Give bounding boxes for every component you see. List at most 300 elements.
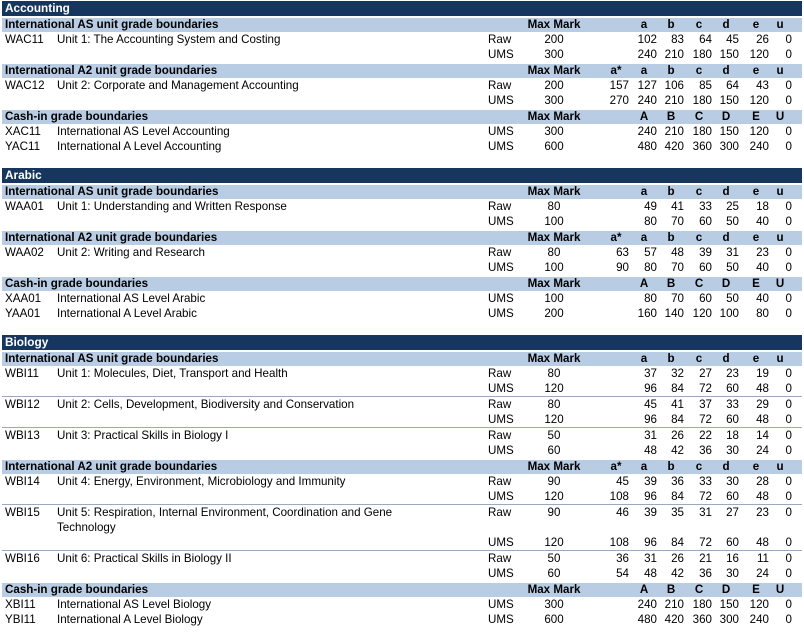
boundary: 0 (785, 140, 792, 153)
grade-heading: d (722, 231, 730, 244)
unit-code: WBI14 (5, 475, 40, 488)
boundary: 32 (671, 367, 684, 380)
boundary: 80 (644, 215, 657, 228)
max-mark-heading: Max Mark (527, 352, 581, 365)
boundary: 360 (692, 140, 712, 153)
unit-ums-row (2, 381, 802, 396)
unit-raw-row (2, 32, 802, 47)
grade-heading: U (775, 277, 785, 290)
grade-heading: U (775, 110, 785, 123)
boundary: 64 (699, 33, 712, 46)
grade-heading: u (776, 185, 784, 198)
boundary: 108 (609, 490, 629, 503)
boundary: 50 (726, 215, 739, 228)
unit-code: WBI16 (5, 552, 40, 565)
grade-heading: d (722, 352, 730, 365)
grade-heading: b (667, 18, 675, 31)
boundary: 180 (692, 48, 712, 61)
boundary: 48 (671, 246, 684, 259)
a2-header-row (2, 458, 802, 474)
grade-heading: e (752, 231, 760, 244)
unit-ums-row (2, 566, 802, 581)
unit-raw-row (2, 245, 802, 260)
boundary: 31 (699, 506, 712, 519)
grade-heading: e (752, 460, 760, 473)
boundary: 0 (785, 33, 792, 46)
boundary: 50 (726, 292, 739, 305)
grade-heading: E (752, 110, 760, 123)
cash-in-header-row (2, 581, 802, 597)
boundary: 37 (644, 367, 657, 380)
grade-heading: a (640, 18, 648, 31)
boundary: 96 (644, 490, 657, 503)
qualification-title: International AS Level Biology (57, 598, 212, 611)
boundary: 80 (756, 307, 769, 320)
unit-code: WAA02 (5, 246, 44, 259)
boundary: 40 (756, 261, 769, 274)
boundary: 33 (726, 398, 739, 411)
boundary: 85 (699, 79, 712, 92)
boundary: 0 (785, 613, 792, 626)
subject-section-accounting (2, 1, 802, 154)
qualification-code: YAC11 (5, 140, 41, 153)
boundary: 210 (664, 94, 684, 107)
mark-type: UMS (488, 413, 514, 426)
grade-heading: D (721, 583, 731, 596)
boundary: 19 (756, 367, 769, 380)
boundary: 157 (609, 79, 629, 92)
max-mark: 80 (547, 246, 561, 259)
max-mark: 300 (544, 598, 564, 611)
unit-title: Unit 2: Cells, Development, Biodiversity and Conservation (57, 398, 355, 411)
unit-code: WAC12 (5, 79, 45, 92)
max-mark: 120 (544, 382, 564, 395)
grade-heading: a* (610, 460, 622, 473)
grade-heading: E (752, 277, 760, 290)
as-header-row (2, 350, 802, 366)
grade-heading: b (667, 185, 675, 198)
max-mark: 600 (544, 613, 564, 626)
boundary: 40 (756, 292, 769, 305)
unit-title: Unit 6: Practical Skills in Biology II (57, 552, 232, 565)
boundary: 480 (637, 140, 657, 153)
boundary: 48 (756, 536, 769, 549)
a2-header-row (2, 229, 802, 245)
boundary: 140 (664, 307, 684, 320)
grade-heading: d (722, 460, 730, 473)
mark-type: UMS (488, 48, 514, 61)
boundary: 270 (609, 94, 629, 107)
max-mark: 80 (547, 398, 561, 411)
unit-title: Unit 4: Energy, Environment, Microbiology and Immunity (57, 475, 346, 488)
unit-ums-row (2, 93, 802, 108)
boundary: 23 (756, 246, 769, 259)
boundary: 35 (671, 506, 684, 519)
grade-heading: e (752, 64, 760, 77)
subject-heading: Arabic (2, 168, 802, 183)
grade-heading: e (752, 185, 760, 198)
boundary: 120 (749, 48, 769, 61)
unit-title: Unit 3: Practical Skills in Biology I (57, 429, 229, 442)
max-mark-heading: Max Mark (527, 18, 581, 31)
grade-heading: D (721, 277, 731, 290)
cash-in-row (2, 124, 802, 139)
boundary: 96 (644, 413, 657, 426)
unit-raw-row (2, 427, 802, 443)
boundary: 25 (726, 200, 739, 213)
boundary: 240 (637, 48, 657, 61)
mark-type: Raw (488, 429, 512, 442)
boundary: 150 (719, 94, 739, 107)
grade-heading: U (775, 583, 785, 596)
mark-type: UMS (488, 125, 514, 138)
boundary: 27 (726, 506, 739, 519)
boundary: 0 (785, 367, 792, 380)
boundary: 60 (699, 292, 712, 305)
qualification-title: International A Level Biology (57, 613, 203, 626)
boundary: 18 (756, 200, 769, 213)
boundary: 0 (785, 261, 792, 274)
boundary: 180 (692, 598, 712, 611)
as-header-row (2, 16, 802, 32)
grade-heading: c (695, 185, 703, 198)
grade-heading: A (639, 277, 649, 290)
mark-type: UMS (488, 490, 514, 503)
boundary: 0 (785, 413, 792, 426)
section-label: International A2 unit grade boundaries (5, 231, 218, 244)
section-label: International A2 unit grade boundaries (5, 64, 218, 77)
boundary: 60 (726, 382, 739, 395)
unit-raw-row (2, 78, 802, 93)
boundary: 26 (671, 552, 684, 565)
max-mark: 120 (544, 490, 564, 503)
boundary: 27 (699, 367, 712, 380)
unit-code: WBI13 (5, 429, 40, 442)
boundary: 127 (637, 79, 657, 92)
boundary: 0 (785, 125, 792, 138)
boundary: 0 (785, 552, 792, 565)
qualification-code: YAA01 (5, 307, 41, 320)
qualification-code: XAA01 (5, 292, 42, 305)
boundary: 26 (756, 33, 769, 46)
boundary: 23 (726, 367, 739, 380)
boundary: 72 (699, 490, 712, 503)
grade-heading: a (640, 185, 648, 198)
boundary: 26 (671, 429, 684, 442)
boundary: 0 (785, 567, 792, 580)
boundary: 72 (699, 536, 712, 549)
cash-in-header-row (2, 275, 802, 291)
boundary: 70 (671, 261, 684, 274)
boundary: 48 (644, 567, 657, 580)
boundary: 120 (692, 307, 712, 320)
section-label: International AS unit grade boundaries (5, 18, 219, 31)
boundary: 60 (726, 413, 739, 426)
a2-header-row (2, 62, 802, 78)
max-mark-heading: Max Mark (527, 460, 581, 473)
unit-ums-row (2, 47, 802, 62)
subject-heading: Biology (2, 335, 802, 350)
qualification-title: International AS Level Arabic (57, 292, 206, 305)
grade-heading: a (640, 231, 648, 244)
boundary: 480 (637, 613, 657, 626)
max-mark: 50 (547, 429, 561, 442)
mark-type: UMS (488, 307, 514, 320)
boundary: 150 (719, 125, 739, 138)
unit-title: Unit 1: Molecules, Diet, Transport and Health (57, 367, 288, 380)
qualification-code: XBI11 (5, 598, 36, 611)
boundary: 63 (616, 246, 629, 259)
boundary: 41 (671, 200, 684, 213)
grade-heading: C (694, 110, 704, 123)
boundary: 84 (671, 413, 684, 426)
max-mark: 100 (544, 292, 564, 305)
boundary: 0 (785, 48, 792, 61)
grade-heading: c (695, 460, 703, 473)
grade-heading: c (695, 231, 703, 244)
boundary: 60 (726, 536, 739, 549)
unit-code: WBI12 (5, 398, 40, 411)
boundary: 120 (749, 94, 769, 107)
mark-type: UMS (488, 215, 514, 228)
grade-heading: b (667, 64, 675, 77)
mark-type: UMS (488, 292, 514, 305)
mark-type: Raw (488, 367, 512, 380)
boundary: 84 (671, 536, 684, 549)
boundary: 84 (671, 382, 684, 395)
subject-section-arabic (2, 168, 802, 321)
max-mark: 600 (544, 140, 564, 153)
boundary: 0 (785, 444, 792, 457)
boundary: 37 (699, 398, 712, 411)
unit-raw-row (2, 199, 802, 214)
grade-heading: u (776, 64, 784, 77)
max-mark: 200 (544, 79, 564, 92)
grade-heading: u (776, 352, 784, 365)
grade-heading: b (667, 460, 675, 473)
boundary: 0 (785, 94, 792, 107)
max-mark: 300 (544, 125, 564, 138)
grade-heading: B (666, 583, 676, 596)
unit-ums-row (2, 489, 802, 504)
grade-heading: a (640, 460, 648, 473)
boundary: 39 (644, 506, 657, 519)
max-mark: 80 (547, 367, 561, 380)
boundary: 0 (785, 536, 792, 549)
boundary: 0 (785, 475, 792, 488)
boundary: 300 (719, 613, 739, 626)
unit-title: Unit 2: Writing and Research (57, 246, 205, 259)
unit-code: WBI15 (5, 506, 40, 519)
cash-in-row (2, 139, 802, 154)
boundary: 36 (699, 567, 712, 580)
unit-raw-row (2, 396, 802, 412)
section-label: International AS unit grade boundaries (5, 185, 219, 198)
boundary: 120 (749, 125, 769, 138)
mark-type: Raw (488, 506, 512, 519)
mark-type: Raw (488, 246, 512, 259)
unit-raw-row (2, 550, 802, 566)
boundary: 96 (644, 536, 657, 549)
section-spacer (2, 321, 802, 335)
boundary: 72 (699, 382, 712, 395)
unit-ums-row (2, 535, 802, 550)
boundary: 0 (785, 246, 792, 259)
boundary: 240 (637, 125, 657, 138)
grade-heading: C (694, 277, 704, 290)
boundary: 180 (692, 125, 712, 138)
mark-type: Raw (488, 33, 512, 46)
boundary: 16 (726, 552, 739, 565)
boundary: 33 (699, 200, 712, 213)
unit-raw-row (2, 366, 802, 381)
boundary: 39 (644, 475, 657, 488)
boundary: 106 (664, 79, 684, 92)
cash-in-row (2, 612, 802, 627)
boundary: 180 (692, 94, 712, 107)
mark-type: Raw (488, 79, 512, 92)
mark-type: Raw (488, 552, 512, 565)
boundary: 100 (719, 307, 739, 320)
unit-ums-row (2, 443, 802, 458)
boundary: 14 (756, 429, 769, 442)
boundary: 240 (637, 94, 657, 107)
boundary: 80 (644, 261, 657, 274)
max-mark: 80 (547, 200, 561, 213)
boundary: 30 (726, 567, 739, 580)
boundary: 31 (644, 552, 657, 565)
unit-title: Unit 1: Understanding and Written Response (57, 200, 287, 213)
unit-title: Unit 1: The Accounting System and Costing (57, 33, 281, 46)
boundary: 11 (756, 552, 769, 565)
grade-heading: C (694, 583, 704, 596)
boundary: 96 (644, 382, 657, 395)
boundary: 240 (749, 140, 769, 153)
boundary: 45 (726, 33, 739, 46)
boundary: 108 (609, 536, 629, 549)
mark-type: UMS (488, 382, 514, 395)
boundary: 50 (726, 261, 739, 274)
grade-heading: B (666, 277, 676, 290)
max-mark: 50 (547, 552, 561, 565)
boundary: 31 (726, 246, 739, 259)
cash-in-row (2, 597, 802, 612)
boundary: 36 (616, 552, 629, 565)
mark-type: UMS (488, 94, 514, 107)
unit-title: Unit 2: Corporate and Management Accounting (57, 79, 299, 92)
section-spacer (2, 154, 802, 168)
boundary: 54 (616, 567, 629, 580)
mark-type: UMS (488, 444, 514, 457)
cash-in-header-row (2, 108, 802, 124)
unit-title: Unit 5: Respiration, Internal Environment, Coordination and Gene Technology (57, 506, 393, 534)
boundary: 90 (616, 261, 629, 274)
boundary: 0 (785, 215, 792, 228)
subject-heading: Accounting (2, 1, 802, 16)
boundary: 46 (616, 506, 629, 519)
max-mark-heading: Max Mark (527, 64, 581, 77)
boundary: 240 (749, 613, 769, 626)
max-mark: 300 (544, 94, 564, 107)
grade-heading: a* (610, 64, 622, 77)
boundary: 31 (644, 429, 657, 442)
boundary: 49 (644, 200, 657, 213)
boundary: 36 (671, 475, 684, 488)
boundary: 0 (785, 292, 792, 305)
boundary: 60 (726, 490, 739, 503)
mark-type: Raw (488, 398, 512, 411)
mark-type: Raw (488, 200, 512, 213)
boundary: 0 (785, 79, 792, 92)
boundary: 22 (699, 429, 712, 442)
boundary: 57 (644, 246, 657, 259)
boundary: 210 (664, 125, 684, 138)
boundary: 150 (719, 598, 739, 611)
qualification-title: International A Level Arabic (57, 307, 197, 320)
max-mark: 120 (544, 413, 564, 426)
boundary: 42 (671, 444, 684, 457)
grade-heading: c (695, 64, 703, 77)
boundary: 0 (785, 490, 792, 503)
boundary: 70 (671, 215, 684, 228)
unit-code: WAA01 (5, 200, 44, 213)
mark-type: UMS (488, 567, 514, 580)
boundary: 28 (756, 475, 769, 488)
boundary: 83 (671, 33, 684, 46)
boundary: 24 (756, 444, 769, 457)
boundary: 21 (699, 552, 712, 565)
boundary: 60 (699, 215, 712, 228)
grade-heading: d (722, 185, 730, 198)
max-mark-heading: Max Mark (527, 185, 581, 198)
boundary: 45 (644, 398, 657, 411)
boundary: 0 (785, 382, 792, 395)
boundary: 84 (671, 490, 684, 503)
boundary: 360 (692, 613, 712, 626)
boundary: 64 (726, 79, 739, 92)
boundary: 70 (671, 292, 684, 305)
boundary: 420 (664, 140, 684, 153)
boundary: 40 (756, 215, 769, 228)
section-label: Cash-in grade boundaries (5, 277, 149, 290)
grade-heading: A (639, 110, 649, 123)
boundary: 29 (756, 398, 769, 411)
unit-ums-row (2, 214, 802, 229)
grade-heading: d (722, 64, 730, 77)
max-mark: 90 (547, 506, 561, 519)
grade-heading: a (640, 64, 648, 77)
max-mark: 90 (547, 475, 561, 488)
qualification-code: XAC11 (5, 125, 41, 138)
grade-heading: c (695, 352, 703, 365)
unit-raw-row (2, 504, 802, 535)
max-mark: 300 (544, 48, 564, 61)
boundary: 150 (719, 48, 739, 61)
boundary: 80 (644, 292, 657, 305)
unit-raw-row (2, 474, 802, 489)
unit-ums-row (2, 412, 802, 427)
cash-in-row (2, 291, 802, 306)
mark-type: UMS (488, 536, 514, 549)
max-mark: 60 (547, 444, 561, 457)
boundary: 30 (726, 444, 739, 457)
mark-type: UMS (488, 261, 514, 274)
grade-heading: B (666, 110, 676, 123)
boundary: 48 (756, 413, 769, 426)
grade-heading: a* (610, 231, 622, 244)
boundary: 0 (785, 398, 792, 411)
unit-ums-row (2, 260, 802, 275)
